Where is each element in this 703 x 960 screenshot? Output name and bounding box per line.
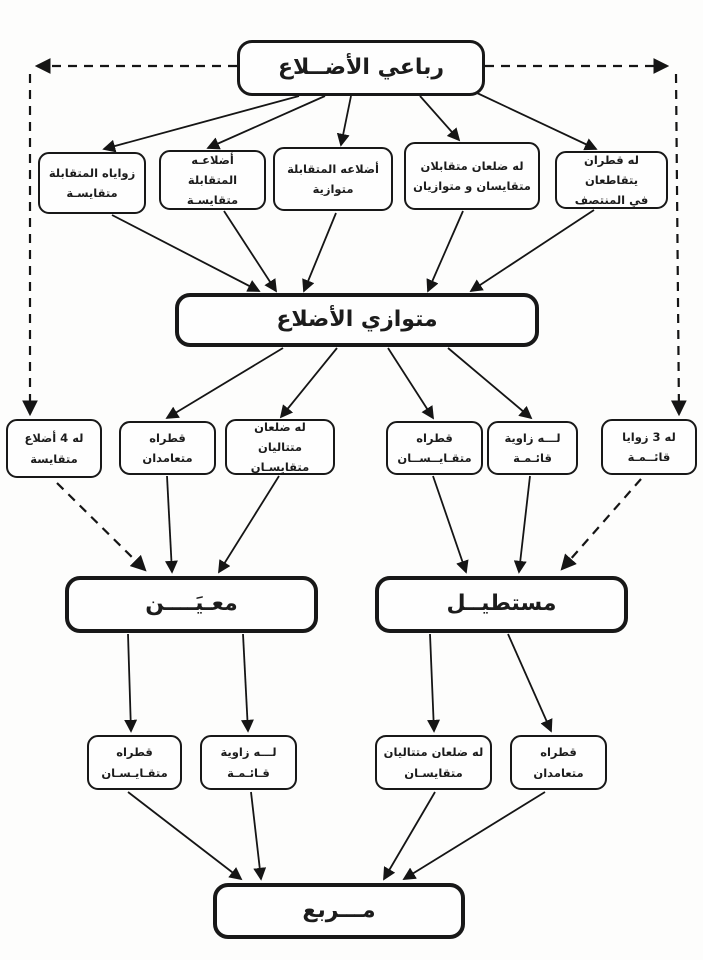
prop-label-line: زواياه المتقابلة [48,165,136,180]
node-prop-consecutive-sides-congruent [225,419,335,475]
arrow-quad-to-two-sides [420,96,459,140]
prop-label-line: قائــمـة [627,450,671,464]
arrow-para-to-perp-diagonals [167,348,283,418]
node-parallelogram [175,293,539,347]
arrow-perp-diagonals-to-square [404,792,545,879]
prop-label-line: متقـايـسـان [101,765,168,780]
node-prop-diagonals-bisect [555,151,668,209]
prop-label-line: متقايسـة [66,186,118,200]
node-prop-one-right-angle [487,421,578,475]
arrow-angles-to-para [112,215,259,291]
dashed-arrow-right-to-3angles [676,74,679,414]
prop-label-line: له قطران يتقاطعان [584,152,639,187]
arrow-para-to-equal-diagonals [388,348,433,418]
arrow-quad-to-sides-congruent [208,96,325,148]
prop-label-line: متقايسة [30,451,78,466]
prop-label-line: متقـايــســان [397,451,472,465]
prop-label-line: قطراه [116,745,153,760]
node-rhombus [65,576,318,633]
node-prop-two-opposite-sides-congruent-parallel [404,142,540,210]
arrow-quad-to-angles [104,96,299,149]
node-prop-opposite-angles-congruent [38,152,146,214]
arrow-right-angle-to-square [251,792,261,879]
prop-label-line: له 4 أضلاع [24,431,84,446]
prop-label-line: قـائـمـة [227,765,270,780]
arrow-para-to-consecutive-sides [281,348,337,417]
arrow-consecutive-sides-to-square [384,792,435,879]
prop-label-line: قطراه [540,745,577,760]
arrow-rhombus-to-right-angle [243,634,248,731]
prop-label-line: متقايسـة [186,193,239,208]
dashed-arrow-4sides-to-rhombus [57,483,145,570]
arrow-rhombus-to-equal-diagonals [128,634,131,731]
prop-label-line: قطراه [416,430,453,445]
node-square-label: مـــربع [302,897,376,923]
node-prop-consecutive-sides-congruent-2 [375,735,492,790]
prop-label-line: متقايسان و متوازيان [413,179,531,193]
arrow-sides-congruent-to-para [224,211,276,291]
arrow-rectangle-to-consecutive-sides [430,634,434,731]
node-prop-opposite-sides-parallel [273,147,393,211]
dashed-arrow-3angles-to-rectangle [562,479,641,569]
arrow-diagonals-bisect-to-para [471,210,594,291]
node-prop-perpendicular-diagonals [119,421,216,475]
node-prop-congruent-diagonals [386,421,483,475]
node-prop-four-congruent-sides [6,419,102,478]
prop-label-line: متعامدان [533,765,584,780]
arrow-quad-to-diagonals-bisect [477,93,596,149]
prop-label-line: له ضلعان متتاليان [383,745,484,760]
prop-label-line: لـــه زاوية [220,745,277,760]
node-prop-opposite-sides-congruent [159,150,266,210]
arrow-two-sides-to-para [428,211,463,291]
prop-label-line: له 3 زوايا [622,429,676,444]
prop-label-line: قائـمـة [513,451,552,465]
node-rhombus-label: معـيَــــن [145,591,238,617]
arrow-equal-diagonals-to-rectangle [433,476,466,572]
prop-label-line: له ضلعان متقابلان [420,158,524,173]
arrow-sides-parallel-to-para [304,213,336,291]
node-rectangle [375,576,628,633]
arrow-consecutive-sides-to-rhombus [219,476,279,572]
prop-label-line: له ضلعان متتاليان [254,419,306,454]
arrow-perp-diagonals-to-rhombus [167,476,172,572]
node-parallelogram-label: متوازي الأضلاع [276,306,438,332]
node-rectangle-label: مستطيــل [446,591,557,617]
prop-label-line: متوازية [312,182,354,196]
prop-label-line: أضلاعـه المتقابلة [187,152,238,187]
arrow-quad-to-sides-parallel [341,96,351,145]
prop-label-line: متقايسـان [404,765,463,780]
arrow-right-angle-to-rectangle [519,476,530,572]
prop-label-line: لـــه زاوية [504,430,561,445]
arrow-equal-diagonals-to-square [128,792,241,879]
node-prop-three-right-angles [601,419,697,475]
prop-label-line: أضلاعه المتقابلة [287,161,379,176]
node-square [213,883,465,939]
node-quadrilateral-label: رباعي الأضــلاع [277,54,445,80]
prop-label-line: قطراه متعامدان [142,430,193,465]
prop-label-line: متقايسـان [250,460,310,475]
arrow-para-to-right-angle [448,348,531,418]
arrow-rectangle-to-perp-diagonals [508,634,551,731]
node-prop-one-right-angle-2 [200,735,297,790]
node-prop-perpendicular-diagonals-2 [510,735,607,790]
node-quadrilateral [237,40,485,96]
prop-label-line: في المنتصف [574,193,649,208]
node-prop-congruent-diagonals-2 [87,735,182,790]
